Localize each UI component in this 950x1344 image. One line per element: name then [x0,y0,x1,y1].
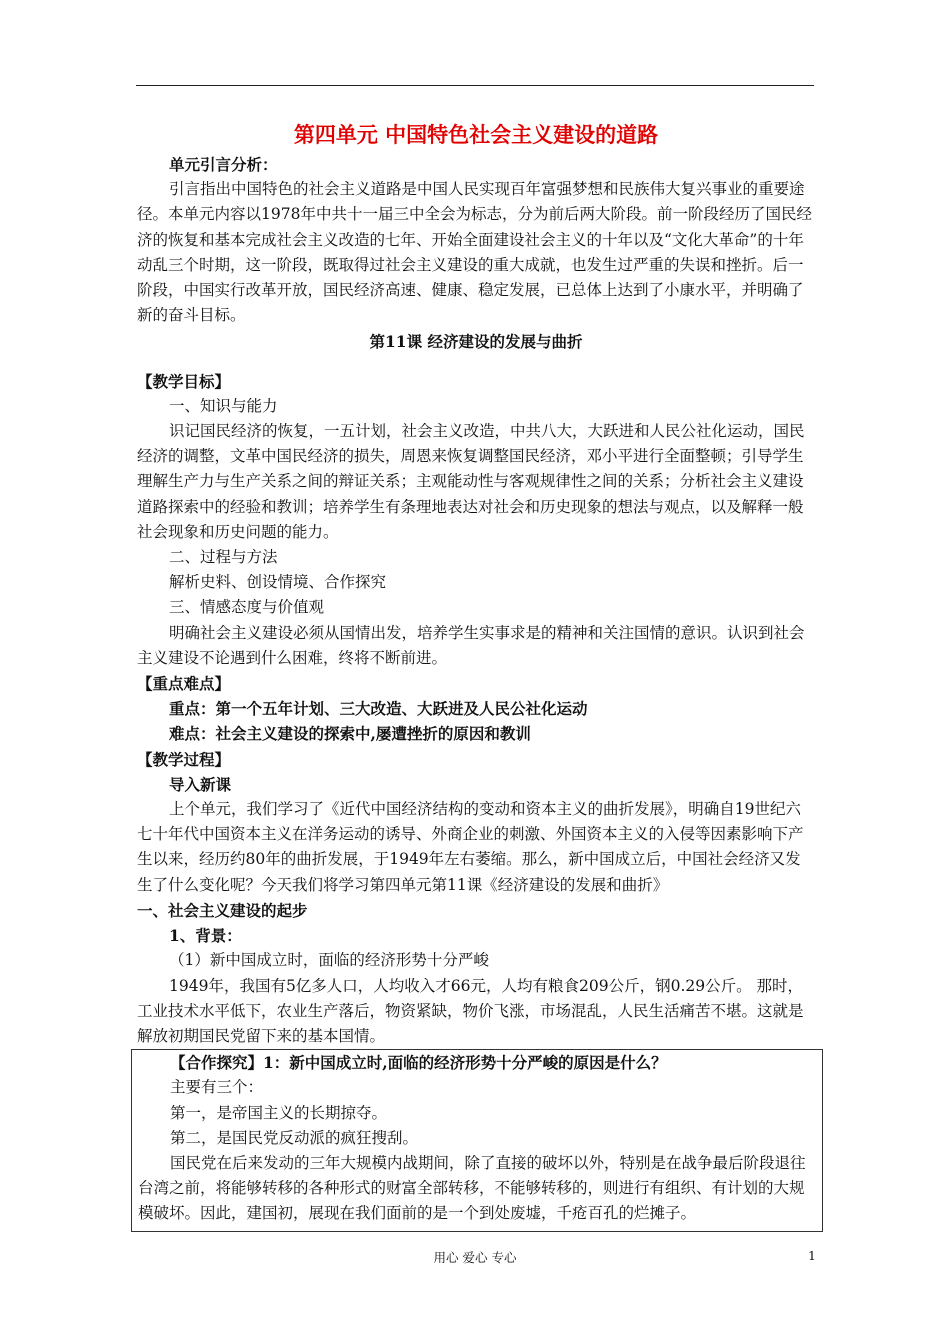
objective-1-title: 一、知识与能力 [169,396,278,415]
intro-paragraph: 引言指出中国特色的社会主义道路是中国人民实现百年富强梦想和民族伟大复兴事业的重要途径。本单元内容以1978年中共十一届三中全会为标志，分为前后两大阶段。前一阶段经历了国民经济的恢复和基本完成社会主义改造的七年、开始全面建设社会主义的十年以及“文化大革命”的十年动乱三个时期，这一阶段，既取得过社会主义建设的重大成就，也发生过严重的失误和挫折。后一阶段，中国实行改革开放，国民经济高速、健康、稳定发展，已总体上达到了小康水平，并明确了新的奋斗目标。 [137,180,812,325]
point-1-title: （1）新中国成立时，面临的经济形势十分严峻 [169,951,489,970]
inquiry-line-2: 第一，是帝国主义的长期掠夺。 [170,1103,388,1122]
key-points-heading: 【重点难点】 [137,674,231,694]
intro-heading: 单元引言分析： [169,155,278,174]
objective-3-title: 三、情感态度与价值观 [169,598,325,617]
page-number: 1 [808,1248,816,1263]
intro-lesson-title: 导入新课 [169,774,232,794]
document-body [137,120,815,1232]
point-1-text: 1949年，我国有5亿多人口，人均收入才66元，人均有粮食209公斤，钢0.29公斤。 那时，工业技术水平低下，农业生产落后，物资紧缺，物价飞涨，市场混乱，人民生活痛苦不堪。这就是解放初期国民党留下来的基本国情。 [137,976,804,1045]
cooperative-inquiry-box [131,1049,823,1231]
objectives-heading: 【教学目标】 [137,371,231,391]
lesson-title: 第11课 经济建设的发展与曲折 [369,332,583,352]
background-title: 1、背景： [169,926,242,946]
objective-2-text: 解析史料、创设情境、合作探究 [169,573,387,592]
unit-title: 第四单元 中国特色社会主义建设的道路 [293,122,659,147]
objective-1-text: 识记国民经济的恢复，一五计划，社会主义改造，中共八大，大跃进和人民公社化运动，国民经济的调整，文革中国民经济的损失，周恩来恢复调整国民经济，邓小平进行全面整顿；引导学生理解生产力与生产关系之间的辩证关系；主观能动性与客观规律性之间的关系；分析社会主义建设道路探索中的经验和教训；培养学生有条理地表达对社会和历史现象的想法与观点，以及解释一般社会现象和历史问题的能力。 [137,422,805,541]
inquiry-line-3: 第二，是国民党反动派的疯狂搜刮。 [170,1128,419,1147]
footer-slogan: 用心 爱心 专心 [433,1250,517,1265]
inquiry-line-4: 国民党在后来发动的三年大规模内战期间，除了直接的破坏以外，特别是在战争最后阶段退往台湾之前，将能够转移的各种形式的财富全部转移，不能够转移的，则进行有组织、有计划的大规模破坏。因此，建国初，展现在我们面前的是一个到处废墟，千疮百孔的烂摊子。 [138,1153,806,1223]
inquiry-line-1: 主要有三个： [170,1078,264,1097]
process-heading: 【教学过程】 [137,749,231,769]
section-1-title: 一、社会主义建设的起步 [137,900,308,920]
difficult-point: 难点：社会主义建设的探索中,屡遭挫折的原因和教训 [169,724,531,744]
inquiry-question: 【合作探究】1：新中国成立时,面临的经济形势十分严峻的原因是什么？ [170,1053,667,1073]
header-rule [136,85,814,86]
objective-2-title: 二、过程与方法 [169,548,278,567]
intro-lesson-text: 上个单元，我们学习了《近代中国经济结构的变动和资本主义的曲折发展》，明确自19世纪六七十年代中国资本主义在洋务运动的诱导、外商企业的刺激、外国资本主义的入侵等因素影响下产生以来，经历约80年的曲折发展，于1949年左右萎缩。那么，新中国成立后，中国社会经济又发生了什么变化呢？今天我们将学习第四单元第11课《经济建设的发展和曲折》 [137,800,804,894]
objective-3-text: 明确社会主义建设必须从国情出发，培养学生实事求是的精神和关注国情的意识。认识到社会主义建设不论遇到什么困难，终将不断前进。 [137,623,805,667]
key-point: 重点：第一个五年计划、三大改造、大跃进及人民公社化运动 [169,699,588,719]
